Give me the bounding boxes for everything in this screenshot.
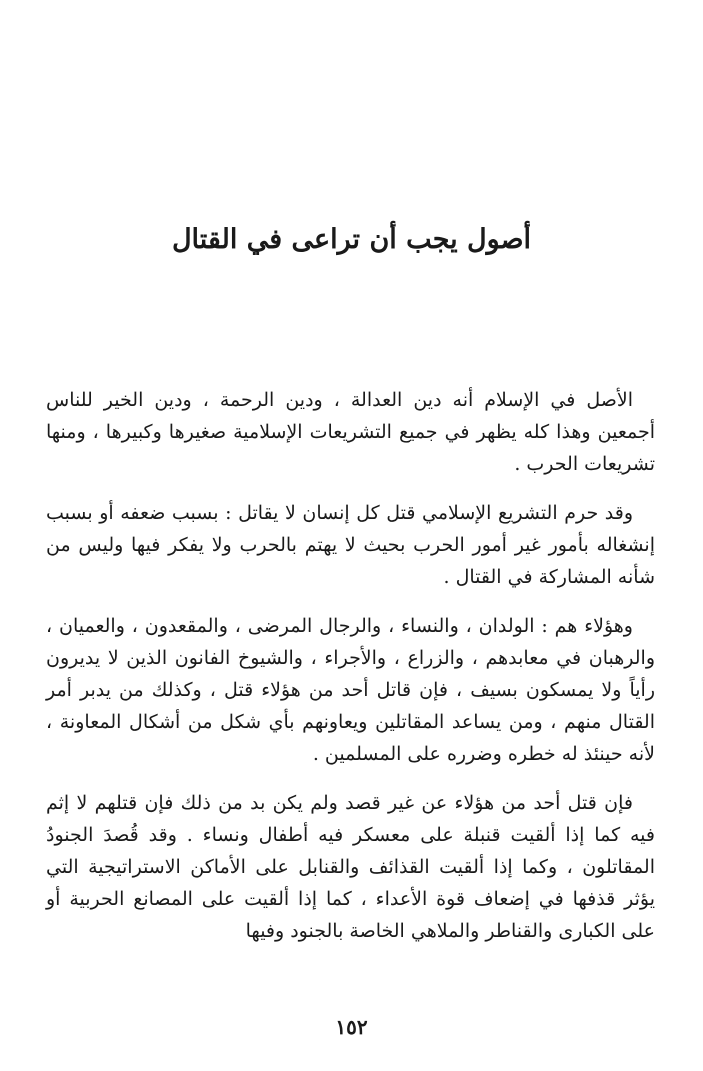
paragraph-4: فإن قتل أحد من هؤلاء عن غير قصد ولم يكن بد من ذلك فإن قتلهم لا إثم فيه كما إذا ألقيت قنبلة على معسكر فيه أطفال ونساء . وقد قُصدَ الجنودُ المقاتلون ، وكما إذا ألقيت القذائف والقنابل على الأماكن الاستراتيجية التي يؤثر قذفها في إضعاف قوة الأعداء ، كما إذا ألقيت على المصانع الحربية أو على الكبارى والقناطر والملاهي الخاصة بالجنود وفيها <box>46 792 655 942</box>
body-text <box>46 384 655 964</box>
paragraph-1: الأصل في الإسلام أنه دين العدالة ، ودين الرحمة ، ودين الخير للناس أجمعين وهذا كله يظهر في جميع التشريعات الإسلامية صغيرها وكبيرها ، ومنها تشريعات الحرب . <box>46 389 655 475</box>
page-number: ١٥٢ <box>335 1015 368 1039</box>
chapter-title: أصول يجب أن تراعى في القتال <box>171 224 532 255</box>
paragraph-2: وقد حرم التشريع الإسلامي قتل كل إنسان لا يقاتل : بسبب ضعفه أو بسبب إنشغاله بأمور غير أمور الحرب بحيث لا يهتم بالحرب ولا يفكر فيها وليس من شأنه المشاركة في القتال . <box>46 502 655 588</box>
paragraph-3: وهؤلاء هم : الولدان ، والنساء ، والرجال المرضى ، والمقعدون ، والعميان ، والرهبان في معابدهم ، والزراع ، والأجراء ، والشيوخ الفانون الذين لا يديرون رأياً ولا يمسكون بسيف ، فإن قاتل أحد من هؤلاء قتل ، وكذلك من يدبر أمر القتال منهم ، ومن يساعد المقاتلين ويعاونهم بأي شكل من أشكال المعاونة ، لأنه حينئذ له خطره وضرره على المسلمين . <box>46 615 655 765</box>
